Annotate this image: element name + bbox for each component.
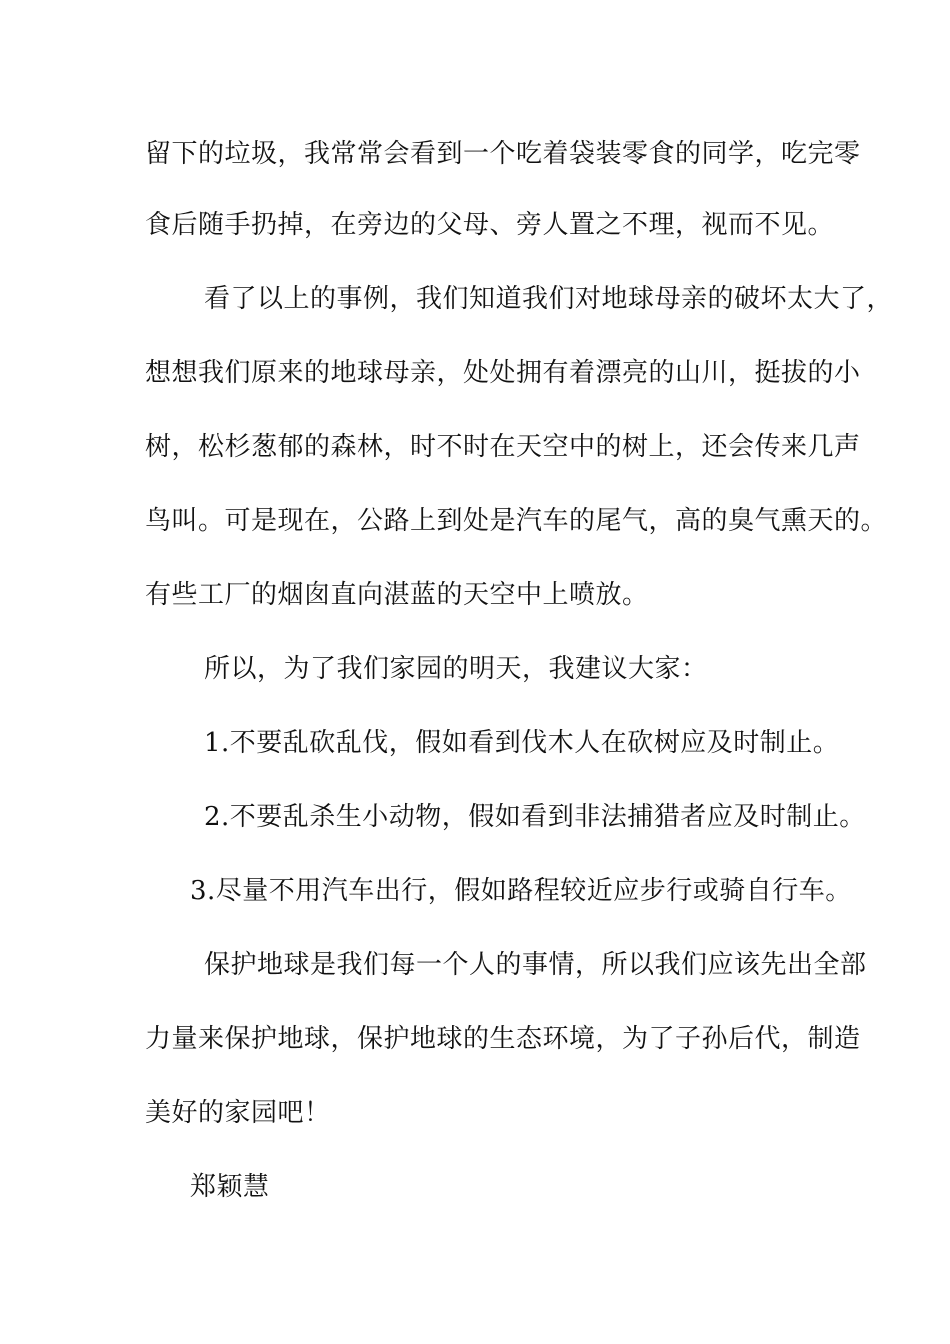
- paragraph-line: 保护地球是我们每一个人的事情，所以我们应该先出全部: [204, 950, 867, 980]
- paragraph-line: 有些工厂的烟囱直向湛蓝的天空中上喷放。: [145, 580, 649, 610]
- paragraph-line: 树，松杉葱郁的森林，时不时在天空中的树上，还会传来几声: [145, 432, 861, 462]
- paragraph-line: 所以，为了我们家园的明天，我建议大家：: [204, 654, 708, 684]
- list-item: 1.不要乱砍乱伐，假如看到伐木人在砍树应及时制止。: [204, 728, 840, 758]
- author-signature: 郑颖慧: [190, 1172, 270, 1202]
- paragraph-line: 想想我们原来的地球母亲，处处拥有着漂亮的山川，挺拔的小: [145, 358, 861, 388]
- list-item: 2.不要乱杀生小动物，假如看到非法捕猎者应及时制止。: [204, 802, 866, 832]
- paragraph-line: 鸟叫。可是现在，公路上到处是汽车的尾气，高的臭气熏天的。: [145, 506, 888, 536]
- paragraph-line: 美好的家园吧！: [145, 1098, 331, 1128]
- list-item: 3.尽量不用汽车出行，假如路程较近应步行或骑自行车。: [190, 876, 852, 906]
- paragraph-line: 食后随手扔掉，在旁边的父母、旁人置之不理，视而不见。: [145, 210, 835, 240]
- paragraph-line: 力量来保护地球，保护地球的生态环境，为了子孙后代，制造: [145, 1024, 861, 1054]
- paragraph-line: 看了以上的事例，我们知道我们对地球母亲的破坏太大了，: [204, 284, 894, 314]
- paragraph-line: 留下的垃圾，我常常会看到一个吃着袋装零食的同学，吃完零: [145, 139, 861, 169]
